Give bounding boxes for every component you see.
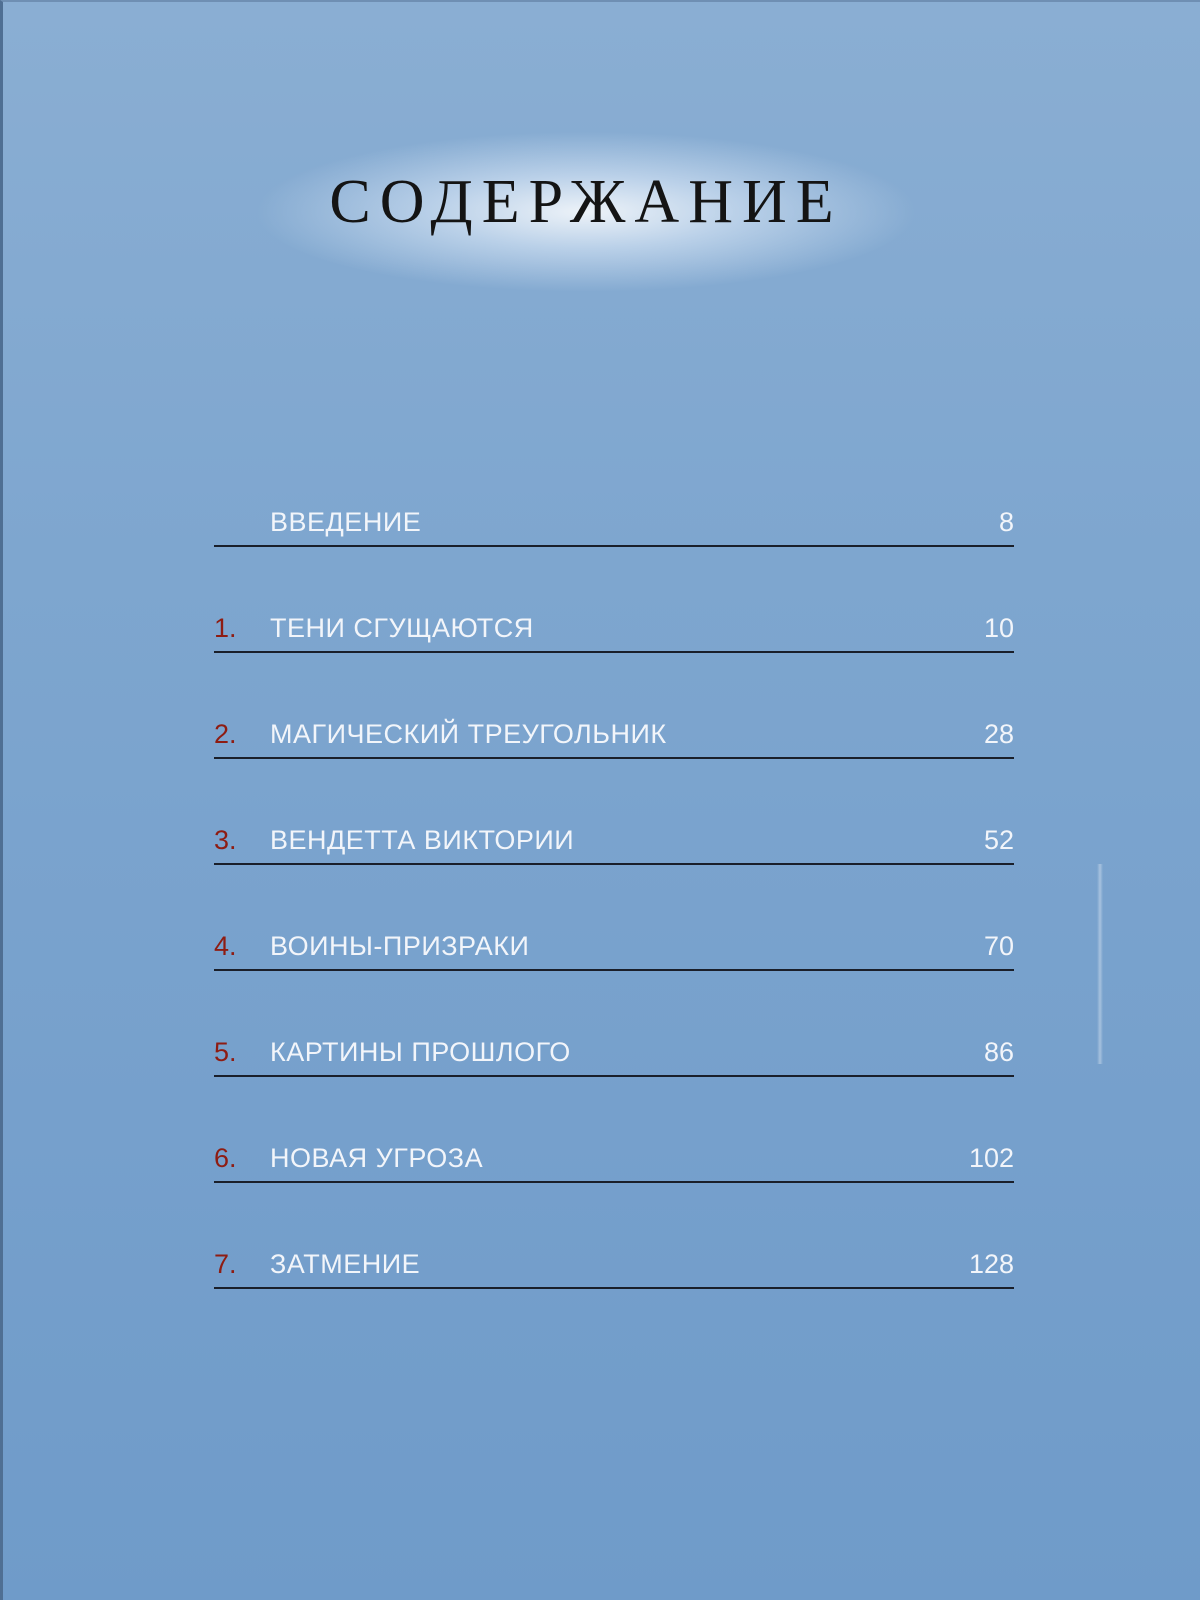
- entry-number: 5.: [214, 1037, 237, 1067]
- entry-number: 4.: [214, 931, 237, 961]
- entry-label: НОВАЯ УГРОЗА: [270, 1143, 484, 1173]
- toc-entry-2[interactable]: [214, 719, 1014, 759]
- toc-entry-4[interactable]: [214, 931, 1014, 971]
- entry-number: 6.: [214, 1143, 237, 1173]
- toc-entry-1[interactable]: [214, 613, 1014, 653]
- table-of-contents: [214, 507, 1014, 1355]
- entry-label: ВОИНЫ-ПРИЗРАКИ: [270, 931, 530, 961]
- entry-number: 3.: [214, 825, 237, 855]
- toc-entry-introduction[interactable]: [214, 507, 1014, 547]
- entry-number: 1.: [214, 613, 237, 643]
- entry-number: 2.: [214, 719, 237, 749]
- entry-label: ТЕНИ СГУЩАЮТСЯ: [270, 613, 534, 643]
- entry-page: 8: [998, 507, 1014, 537]
- toc-entry-6[interactable]: [214, 1143, 1014, 1183]
- toc-entry-5[interactable]: [214, 1037, 1014, 1077]
- entry-page: 128: [968, 1249, 1014, 1279]
- entry-page: 102: [968, 1143, 1014, 1173]
- entry-label: ВЕНДЕТТА ВИКТОРИИ: [270, 825, 575, 855]
- entry-page: 52: [983, 825, 1014, 855]
- entry-label: МАГИЧЕСКИЙ ТРЕУГОЛЬНИК: [270, 719, 667, 749]
- entry-number: 7.: [214, 1249, 237, 1279]
- entry-label: КАРТИНЫ ПРОШЛОГО: [270, 1037, 571, 1067]
- paper-crease: [1097, 864, 1103, 1064]
- page-title: СОДЕРЖАНИЕ: [329, 168, 843, 236]
- entry-page: 28: [983, 719, 1014, 749]
- toc-entry-7[interactable]: [214, 1249, 1014, 1289]
- entry-page: 70: [983, 931, 1014, 961]
- entry-label: ВВЕДЕНИЕ: [270, 507, 422, 537]
- entry-label: ЗАТМЕНИЕ: [270, 1249, 421, 1279]
- toc-entry-3[interactable]: [214, 825, 1014, 865]
- entry-page: 10: [983, 613, 1014, 643]
- entry-page: 86: [983, 1037, 1014, 1067]
